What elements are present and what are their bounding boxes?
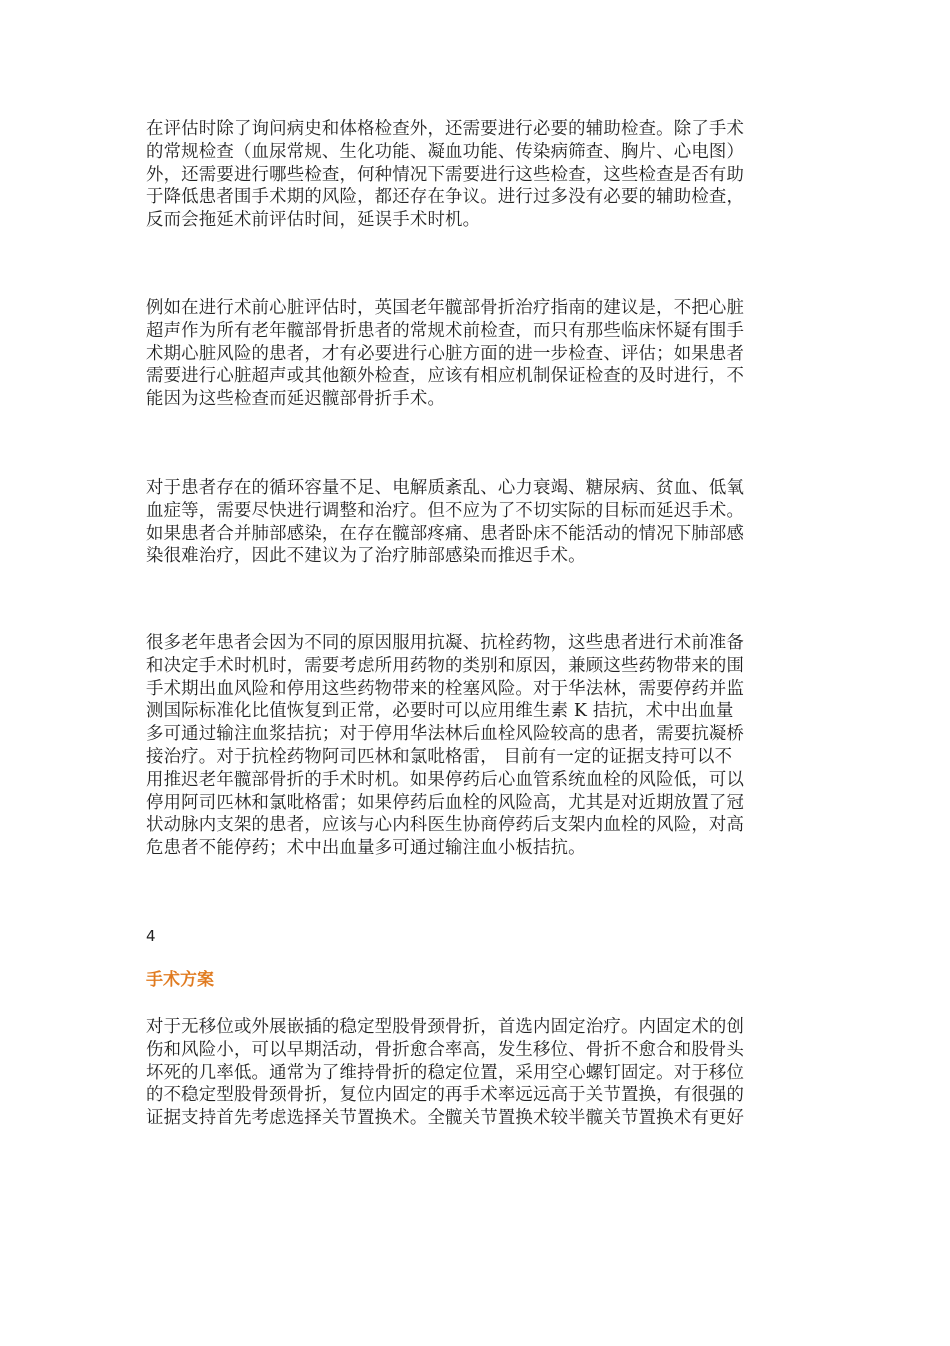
text-line: 外，还需要进行哪些检查，何种情况下需要进行这些检查，这些检查是否有助 [146, 164, 745, 185]
section-number: 4 [146, 927, 156, 945]
text-line: 的不稳定型股骨颈骨折，复位内固定的再手术率远远高于关节置换，有很强的 [146, 1085, 745, 1106]
paragraph-surgical-plan [146, 1016, 806, 1130]
text-line: 于降低患者围手术期的风险，都还存在争议。进行过多没有必要的辅助检查， [146, 187, 745, 208]
text-line: 多可通过输注血浆拮抗；对于停用华法林后血栓风险较高的患者，需要抗凝桥 [146, 724, 745, 745]
text-line: 术期心脏风险的患者，才有必要进行心脏方面的进一步检查、评估；如果患者 [146, 343, 745, 364]
text-line: 和决定手术时机时，需要考虑所用药物的类别和原因，兼顾这些药物带来的围 [146, 655, 745, 676]
text-line: 手术期出血风险和停用这些药物带来的栓塞风险。对于华法林，需要停药并监 [146, 678, 745, 699]
paragraph-cardiac-assessment [146, 297, 806, 411]
text-line: 危患者不能停药；术中出血量多可通过输注血小板拮抗。 [146, 838, 586, 859]
paragraph-comorbidity-correction [146, 477, 806, 568]
text-line: 接治疗。对于抗栓药物阿司匹林和氯吡格雷， 目前有一定的证据支持可以不 [146, 746, 733, 767]
text-line: 测国际标准化比值恢复到正常，必要时可以应用维生素 K 拮抗，术中出血量 [146, 701, 734, 722]
text-line: 对于患者存在的循环容量不足、电解质紊乱、心力衰竭、糖尿病、贫血、低氧 [146, 478, 745, 498]
text-line: 伤和风险小，可以早期活动，骨折愈合率高，发生移位、骨折不愈合和股骨头 [146, 1039, 745, 1060]
text-line: 坏死的几率低。通常为了维持骨折的稳定位置，采用空心螺钉固定。对于移位 [146, 1062, 745, 1083]
text-line: 停用阿司匹林和氯吡格雷；如果停药后血栓的风险高，尤其是对近期放置了冠 [146, 792, 745, 813]
paragraph-anticoagulants [146, 632, 806, 860]
text-line: 能因为这些检查而延迟髋部骨折手术。 [146, 389, 446, 410]
paragraph-auxiliary-exams [146, 118, 806, 232]
text-line: 如果患者合并肺部感染，在存在髋部疼痛、患者卧床不能活动的情况下肺部感 [146, 523, 745, 544]
text-line: 用推迟老年髋部骨折的手术时机。如果停药后心血管系统血栓的风险低，可以 [146, 769, 745, 790]
text-line: 证据支持首先考虑选择关节置换术。全髋关节置换术较半髋关节置换术有更好 [146, 1108, 745, 1129]
text-line: 血症等，需要尽快进行调整和治疗。但不应为了不切实际的目标而延迟手术。 [146, 500, 745, 521]
text-line: 状动脉内支架的患者，应该与心内科医生协商停药后支架内血栓的风险，对高 [146, 815, 745, 836]
text-line: 染很难治疗，因此不建议为了治疗肺部感染而推迟手术。 [146, 546, 586, 567]
text-line: 反而会拖延术前评估时间，延误手术时机。 [146, 210, 481, 231]
text-line: 的常规检查（血尿常规、生化功能、凝血功能、传染病筛查、胸片、心电图） [146, 141, 745, 162]
text-line: 超声作为所有老年髋部骨折患者的常规术前检查，而只有那些临床怀疑有围手 [146, 320, 745, 341]
section-heading: 手术方案 [146, 970, 214, 990]
text-line: 在评估时除了询问病史和体格检查外，还需要进行必要的辅助检查。除了手术 [146, 119, 745, 139]
text-line: 对于无移位或外展嵌插的稳定型股骨颈骨折，首选内固定治疗。内固定术的创 [146, 1017, 745, 1037]
text-line: 例如在进行术前心脏评估时，英国老年髋部骨折治疗指南的建议是，不把心脏 [146, 298, 745, 318]
text-line: 需要进行心脏超声或其他额外检查，应该有相应机制保证检查的及时进行，不 [146, 366, 745, 387]
text-line: 很多老年患者会因为不同的原因服用抗凝、抗栓药物，这些患者进行术前准备 [146, 633, 745, 653]
